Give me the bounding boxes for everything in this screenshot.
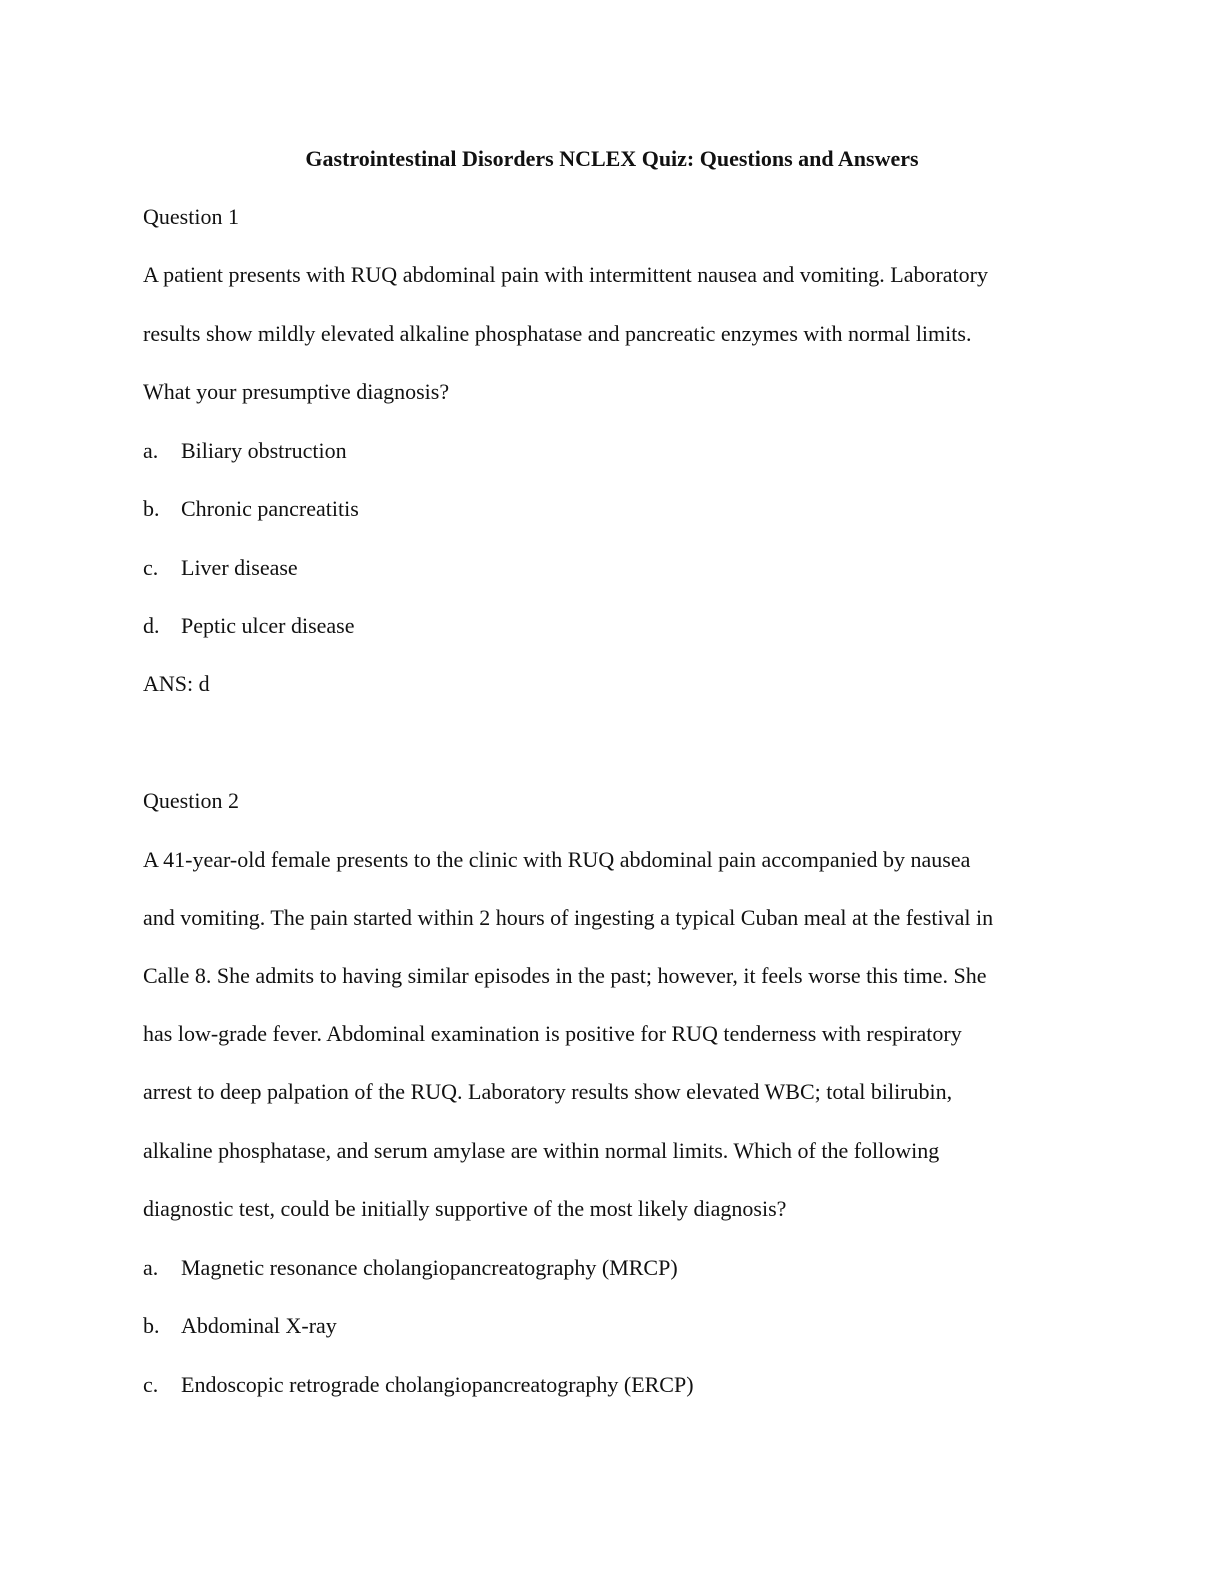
option-letter: a. — [143, 1255, 159, 1280]
question-heading: Question 2 — [143, 788, 239, 813]
option-text: Peptic ulcer disease — [181, 613, 355, 638]
question-stem-line: Calle 8. She admits to having similar episodes in the past; however, it feels worse this time. She — [143, 963, 987, 988]
question-stem-line: A patient presents with RUQ abdominal pain with intermittent nausea and vomiting. Laboratory — [143, 262, 988, 287]
option-letter: c. — [143, 555, 159, 580]
question-stem-line: diagnostic test, could be initially supportive of the most likely diagnosis? — [143, 1196, 787, 1221]
option-letter: b. — [143, 1313, 160, 1338]
question-stem-line: results show mildly elevated alkaline phosphatase and pancreatic enzymes with normal limits. — [143, 321, 972, 346]
question-stem-line: A 41-year-old female presents to the clinic with RUQ abdominal pain accompanied by nausea — [143, 847, 971, 872]
option-text: Liver disease — [181, 555, 298, 580]
question-stem-line: What your presumptive diagnosis? — [143, 379, 450, 404]
option-letter: c. — [143, 1372, 159, 1397]
option-text: Endoscopic retrograde cholangiopancreatography (ERCP) — [181, 1372, 694, 1397]
answer-key: ANS: d — [143, 671, 210, 696]
question-stem-line: and vomiting. The pain started within 2 hours of ingesting a typical Cuban meal at the festival in — [143, 905, 994, 930]
option-letter: b. — [143, 496, 160, 521]
option-text: Magnetic resonance cholangiopancreatography (MRCP) — [181, 1255, 678, 1280]
option-letter: a. — [143, 438, 159, 463]
option-text: Abdominal X-ray — [181, 1313, 337, 1338]
question-stem-line: alkaline phosphatase, and serum amylase are within normal limits. Which of the following — [143, 1138, 940, 1163]
option-text: Chronic pancreatitis — [181, 496, 359, 521]
document-title: Gastrointestinal Disorders NCLEX Quiz: Questions and Answers — [305, 146, 919, 171]
option-text: Biliary obstruction — [181, 438, 347, 463]
option-letter: d. — [143, 613, 160, 638]
question-stem-line: has low-grade fever. Abdominal examination is positive for RUQ tenderness with respiratory — [143, 1021, 962, 1046]
question-stem-line: arrest to deep palpation of the RUQ. Laboratory results show elevated WBC; total bilirubin, — [143, 1079, 953, 1104]
question-heading: Question 1 — [143, 204, 239, 229]
